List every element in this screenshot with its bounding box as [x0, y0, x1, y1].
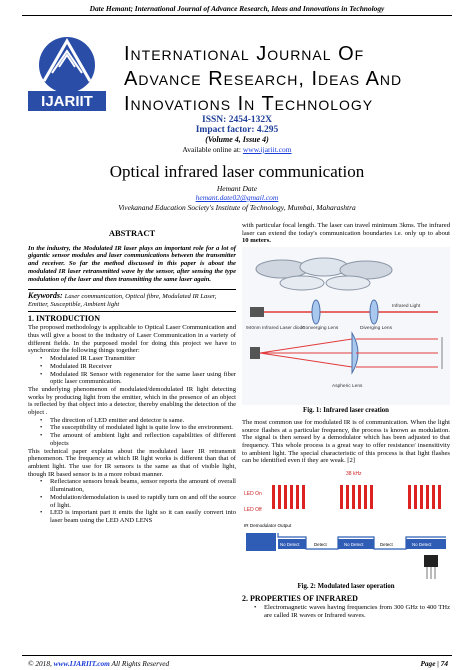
- fig2-label-detect-2: Detect: [380, 542, 393, 548]
- list-item: • The amount of ambient light and reflection capabilities of different objects: [40, 432, 236, 447]
- fig1-label-spherical: Aspheric Lens: [332, 384, 363, 390]
- keywords-text: Laser communication, Optical fibre, Modulated IR Laser, Emitter, Susceptible, Ambient light: [28, 293, 217, 308]
- right-paragraph-1: The most common use for modulated IR is of communication. When the light source flashes at a particular frequency, the process is known as modulation. The signal is then sensed by a demodulator which has been adjusted to that frequency. This whole process is a great way to offer resistance/ insensitivity to ambient light. The special characteristic of this process is that light flashes can be identified even if they are weak. [2]: [242, 418, 450, 465]
- journal-name-line-1: International Journal Of: [124, 43, 365, 65]
- page-number: Page | 74: [420, 659, 448, 668]
- list-item: • Electromagnetic waves having frequencies from 300 GHz to 400 THz are called IR waves or Infrared waves.: [254, 604, 450, 619]
- list-item: • Modulated IR Receiver: [40, 363, 236, 371]
- header-rule: [22, 15, 452, 16]
- section-2-heading: 2. PROPERTIES OF INFRARED: [242, 593, 358, 603]
- keywords-label: Keywords:: [28, 291, 65, 301]
- online-prefix: Available online at:: [182, 145, 243, 154]
- journal-name-line-2: Advance Research, Ideas And: [124, 68, 403, 90]
- figure-2-caption: Fig. 2: Modulated laser operation: [297, 583, 395, 591]
- fig2-label-led-off: LED Off: [244, 507, 262, 514]
- impact-factor: Impact factor: 4.295: [195, 125, 279, 135]
- left-column: [28, 222, 236, 525]
- footer-site-link[interactable]: www.IJARIIT.com: [53, 659, 110, 668]
- running-head: Date Hemant; International Journal of Advance Research, Ideas and Innovations in Technology: [89, 4, 385, 13]
- continued-paragraph: [242, 222, 450, 245]
- fig2-pulse-train: [272, 485, 441, 509]
- figure-1-laser-creation: [242, 247, 450, 405]
- fig2-label-detect-1: Detect: [314, 542, 327, 548]
- author-email-link[interactable]: hemant.date02@gmail.com: [195, 193, 279, 202]
- fig1-label-beam: Infrared Light: [392, 304, 421, 310]
- list-item: • Modulated IR Sensor with regenerator for the same laser using fiber optic laser communication.: [40, 371, 236, 386]
- journal-name: [124, 42, 454, 117]
- list-components: [40, 355, 236, 386]
- list-item: • Reflectance sensors break beams, sensor reports the amount of overall illumination,: [40, 478, 236, 493]
- journal-name-line-3: Innovations In Technology: [124, 93, 374, 115]
- right-column: [242, 222, 450, 620]
- author-affiliation: Vivekanand Education Society's Institute of Technology, Mumbai, Maharashtra: [118, 203, 356, 212]
- list-item: • The susceptibility of modulated light is quite low to the environment.: [40, 424, 236, 432]
- intro-paragraph-1: The proposed methodology is applicable to Optical Laser Communication and thus will give a boost to the industry of Laser Communication in a variety of different fields. In the purposed model for doing this project we have to synchronize the following things together:: [28, 324, 236, 355]
- fig2-label-no-detect-1: No Detect: [280, 542, 300, 548]
- fig1-label-diode: 940nm Infrared Laser diode: [246, 326, 305, 332]
- volume-issue: (Volume 4, Issue 4): [205, 135, 269, 144]
- list-item: • The direction of LED emitter and detector is same.: [40, 417, 236, 425]
- list-item: • Modulated IR Laser Transmitter: [40, 355, 236, 363]
- abstract-heading: ABSTRACT: [108, 228, 156, 238]
- continued-bold: 10 meters.: [242, 237, 271, 245]
- intro-paragraph-2: The underlying phenomenon of modulated/demodulated IR light detecting works by producing light from the emitter, which in the presence of an object is reflected by that object into a detector, thereby enabling the detection of the object .: [28, 385, 236, 417]
- paper-title: Optical infrared laser communication: [109, 162, 365, 181]
- list-sensors: [40, 478, 236, 524]
- list-item: • LED is important part it emits the light so it can easily convert into laser beam using the LED AND LENS: [40, 509, 236, 524]
- intro-heading: 1. INTRODUCTION: [28, 313, 101, 323]
- journal-logo: [26, 33, 108, 115]
- journal-link[interactable]: www.ijariit.com: [242, 145, 292, 154]
- fig2-label-ir-out: IR Demodulator Output: [244, 523, 292, 529]
- list-item: • Modulation/demodulation is used to rapidly turn on and off the source of light.: [40, 494, 236, 509]
- copyright-prefix: © 2018,: [28, 659, 54, 668]
- fig2-label-no-detect-2: No Detect: [344, 542, 364, 548]
- issn: ISSN: 2454-132X: [202, 115, 272, 125]
- keywords-block: [28, 289, 236, 311]
- figure-2-modulated-operation: [242, 467, 450, 581]
- figure-1-caption: Fig. 1: Infrared laser creation: [303, 407, 389, 415]
- logo-text: IJARIIT: [41, 93, 93, 110]
- list-properties: [40, 417, 236, 448]
- available-online: [0, 145, 474, 154]
- fig2-label-period: 38 kHz: [346, 471, 362, 478]
- fig1-label-lens: Converging Lens: [302, 326, 339, 332]
- fig1-label-diverging: Diverging Lens: [360, 326, 392, 332]
- continued-text: with particular focal length. The laser can travel minimum 3kms. The infrared laser can extend the today's communication boundaries i.e. only up to about: [242, 222, 450, 237]
- author-name: Hemant Date: [216, 184, 258, 193]
- footer-rule: [22, 655, 452, 656]
- fig2-label-led-on: LED On: [244, 491, 262, 498]
- abstract-text: In the industry, the Modulated IR laser plays an important role for a lot of gigantic sensor modules and laser communications between the transmitter and receiver. So far the method discussed in this paper is about the modulated IR laser retransmitted wave by the sensor, after sensing the type modulation of the laser and then transmitting the same laser again.: [28, 244, 236, 283]
- fig2-label-no-detect-3: No Detect: [412, 542, 432, 548]
- author-email: [0, 193, 474, 202]
- list-infrared-properties: [254, 604, 450, 619]
- footer-rights: All Rights Reserved: [109, 659, 170, 668]
- footer-copyright: [28, 659, 169, 668]
- intro-paragraph-3: This technical paper explains about the modulated laser IR retransmit phenomenon. The frequency at which IR light works is different than that of ambient light. The use for IR sensors is the same as that of visible light, though IR based sensor is in a more robust manner.: [28, 447, 236, 478]
